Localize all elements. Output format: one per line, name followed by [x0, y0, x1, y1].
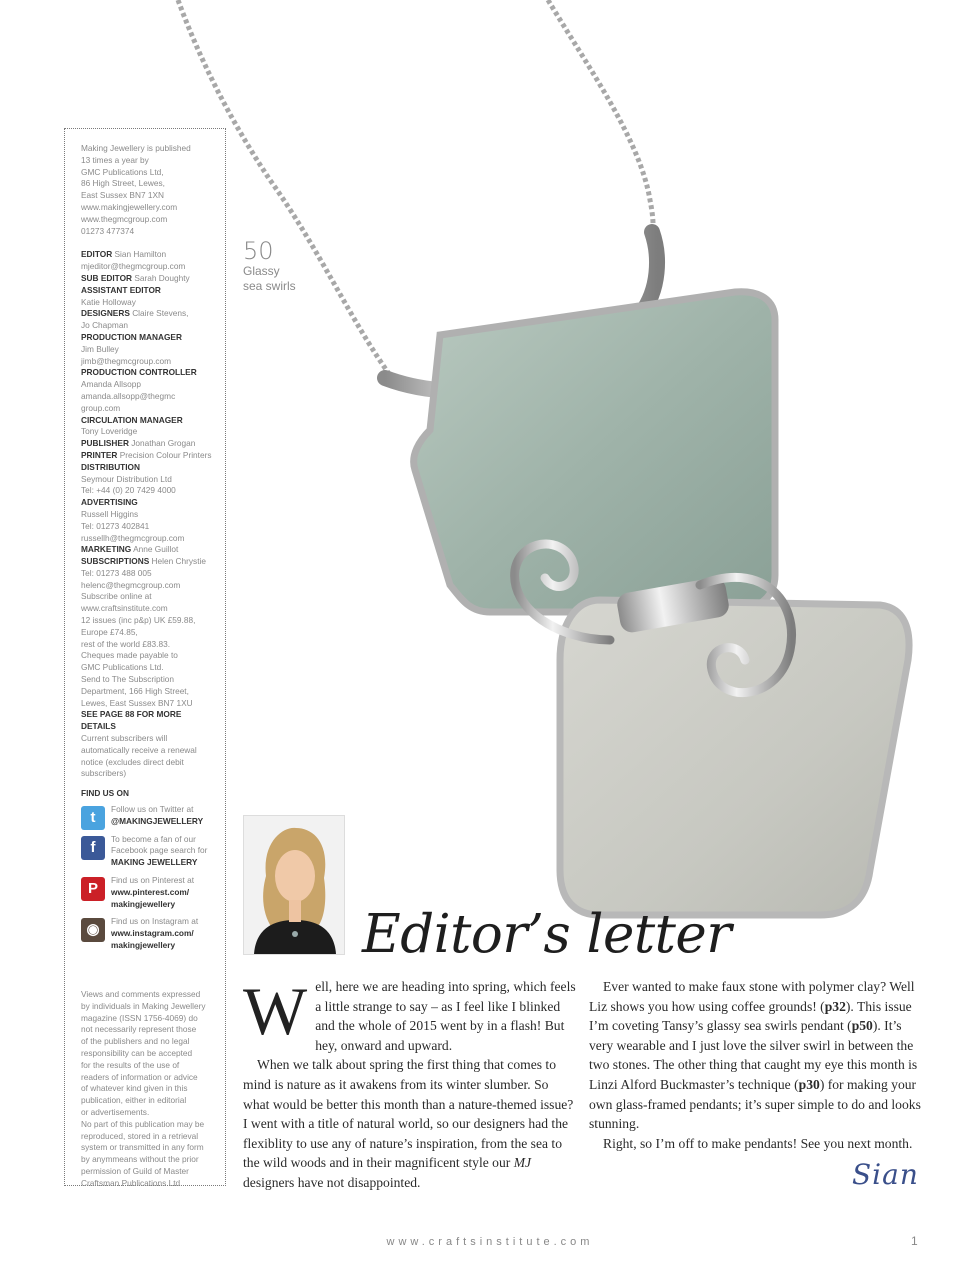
mj-italic: MJ [513, 1155, 532, 1171]
staff-role: SUBSCRIPTIONS [81, 556, 150, 567]
staff-name: subscribers) [81, 768, 127, 779]
disclaimer-line: by individuals in Making Jewellery [81, 1000, 206, 1011]
publisher-info-line: www.makingjewellery.com [81, 201, 178, 212]
staff-name: jimb@thegmcgroup.com [81, 355, 172, 366]
page-ref-p30[interactable]: p30 [798, 1076, 820, 1092]
staff-line [81, 580, 225, 592]
staff-list [81, 249, 225, 780]
page-ref-p50[interactable]: p50 [851, 1018, 873, 1034]
disclaimer-line: not necessarily represent those [81, 1024, 197, 1035]
teaser-caption-line2: sea swirls [243, 279, 296, 293]
staff-role: SUB EDITOR [81, 272, 133, 283]
staff-line [81, 497, 225, 509]
staff-role: ADVERTISING [81, 497, 138, 508]
staff-line [81, 768, 225, 780]
staff-role: ASSISTANT EDITOR [81, 284, 161, 295]
staff-line [81, 698, 225, 710]
disclaimer-line: or advertisements. [81, 1106, 150, 1117]
staff-line [81, 391, 225, 403]
staff-line [81, 249, 225, 261]
disclaimer-line: of whatever kind given in this [81, 1083, 188, 1094]
teaser-page-number: 50 [243, 237, 274, 265]
disclaimer-line: magazine (ISSN 1756-4069) do [81, 1012, 198, 1023]
staff-role: PRODUCTION CONTROLLER [81, 367, 197, 378]
social-twitter[interactable] [81, 804, 225, 828]
staff-line [81, 521, 225, 533]
paragraph-4: Right, so I’m off to make pendants! See you next month. [603, 1135, 913, 1151]
social-facebook[interactable] [81, 834, 225, 869]
disclaimer-line: of the publishers and no legal [81, 1036, 190, 1047]
paragraph-3: Ever wanted to make faux stone with polymer clay? Well Liz shows you how using coffee grounds! (p32). This issue I’m coveting Tansy’s glassy sea swirls pendant (p50). It’s very wearable and I just love the silver swirl in between the two stones. The other thing that caught my eye this month is Linzi Alford Buckmaster’s technique (p30) for making your own glass-framed pendants; it’s super simple to do and looks stunning. [589, 979, 921, 1132]
staff-role: DESIGNERS [81, 308, 130, 319]
staff-line [81, 438, 225, 450]
disclaimer-line: permission of Guild of Master [81, 1165, 189, 1176]
footer-url[interactable]: www.craftsinstitute.com [386, 1236, 594, 1248]
social-text: To become a fan of our [111, 833, 196, 844]
publisher-info-line: 86 High Street, Lewes, [81, 178, 165, 189]
staff-name: Katie Holloway [81, 296, 136, 307]
staff-role: PUBLISHER [81, 438, 129, 449]
staff-name: Amanda Allsopp [81, 379, 141, 390]
staff-line [81, 568, 225, 580]
disclaimer-line: by anymmeans without the prior [81, 1154, 199, 1165]
staff-name: Cheques made payable to [81, 650, 178, 661]
paragraph-2: When we talk about spring the first thing that comes to mind is nature as it awakens from its winter slumber. So what would be better this month than a nature-themed issue? I went with a title of natural world, so our designers had the flexiblity to use any of nature’s inspiration, from the sea to the wild woods and in their magnificent style our MJ designers have not disappointed. [243, 1057, 574, 1190]
editor-signature: Sian [852, 1158, 919, 1191]
staff-name: Jim Bulley [81, 343, 119, 354]
staff-line [81, 745, 225, 757]
instagram-icon: ◉ [81, 918, 105, 942]
staff-line [81, 462, 225, 474]
staff-line [81, 721, 225, 733]
staff-name: Tel: 01273 402841 [81, 520, 150, 531]
disclaimer-line: publication, either in editorial [81, 1095, 187, 1106]
staff-line [81, 615, 225, 627]
staff-name: automatically receive a renewal [81, 744, 197, 755]
social-text: makingjewellery [111, 898, 176, 909]
staff-line [81, 297, 225, 309]
pinterest-icon: P [81, 877, 105, 901]
staff-name: Precision Colour Printers [119, 449, 212, 460]
disclaimer-line: Craftsman Publications Ltd. [81, 1177, 183, 1188]
staff-line [81, 415, 225, 427]
staff-name: Tel: 01273 488 005 [81, 567, 152, 578]
staff-line [81, 332, 225, 344]
disclaimer-line: for the results of the use of [81, 1059, 180, 1070]
staff-line [81, 320, 225, 332]
disclaimer-line: system or transmitted in any form [81, 1142, 204, 1153]
disclaimer [81, 989, 215, 1190]
staff-line [81, 639, 225, 651]
staff-line [81, 533, 225, 545]
staff-name: Tony Loveridge [81, 426, 138, 437]
social-pinterest[interactable] [81, 875, 225, 910]
staff-line [81, 356, 225, 368]
staff-line [81, 627, 225, 639]
staff-name: Sarah Doughty [134, 272, 190, 283]
staff-name: rest of the world £83.83. [81, 638, 171, 649]
staff-name: Lewes, East Sussex BN7 1XU [81, 697, 193, 708]
disclaimer-line: readers of information or advice [81, 1071, 198, 1082]
staff-line [81, 344, 225, 356]
publisher-info-line: 13 times a year by [81, 154, 149, 165]
staff-name: Helen Chrystie [151, 556, 206, 567]
staff-name: russellh@thegmcgroup.com [81, 532, 185, 543]
staff-name: amanda.allsopp@thegmc [81, 390, 176, 401]
staff-line [81, 450, 225, 462]
staff-role: PRODUCTION MANAGER [81, 331, 182, 342]
publisher-info-line: East Sussex BN7 1XN [81, 190, 165, 201]
staff-line [81, 273, 225, 285]
staff-line [81, 426, 225, 438]
staff-name: GMC Publications Ltd. [81, 662, 164, 673]
staff-name: Jonathan Grogan [131, 438, 196, 449]
staff-line [81, 485, 225, 497]
social-text: MAKING JEWELLERY [111, 857, 198, 868]
issue-teaser[interactable] [243, 238, 296, 294]
social-text: Find us on Pinterest at [111, 875, 195, 886]
publisher-info-line: www.thegmcgroup.com [81, 213, 168, 224]
staff-name: Seymour Distribution Ltd [81, 473, 172, 484]
publisher-info-line: 01273 477374 [81, 225, 135, 236]
staff-name: Russell Higgins [81, 508, 139, 519]
drop-cap: W [243, 973, 308, 1049]
staff-line [81, 556, 225, 568]
social-text: www.pinterest.com/ [111, 886, 190, 897]
letter-column-2 [589, 977, 924, 1153]
social-instagram[interactable] [81, 916, 225, 951]
staff-role: MARKETING [81, 544, 132, 555]
facebook-icon: f [81, 836, 105, 860]
staff-name: Subscribe online at [81, 591, 152, 602]
disclaimer-line: Views and comments expressed [81, 989, 201, 999]
staff-line [81, 403, 225, 415]
staff-line [81, 603, 225, 615]
staff-name: Current subscribers will [81, 733, 168, 744]
find-us-heading: FIND US ON [81, 788, 129, 799]
staff-name: Send to The Subscription [81, 674, 175, 685]
staff-line [81, 591, 225, 603]
staff-line [81, 757, 225, 769]
staff-role: SEE PAGE 88 FOR MORE [81, 709, 182, 720]
staff-name: Sian Hamilton [114, 249, 167, 260]
staff-name: helenc@thegmcgroup.com [81, 579, 181, 590]
staff-name: Department, 166 High Street, [81, 685, 189, 696]
masthead-sidebar [64, 128, 226, 1186]
publisher-info [81, 143, 225, 237]
staff-line [81, 674, 225, 686]
staff-name: Jo Chapman [81, 320, 129, 331]
staff-line [81, 509, 225, 521]
staff-line [81, 650, 225, 662]
publisher-info-line: GMC Publications Ltd, [81, 166, 164, 177]
social-text: @MAKINGJEWELLERY [111, 815, 204, 826]
staff-line [81, 733, 225, 745]
staff-line [81, 544, 225, 556]
staff-line [81, 308, 225, 320]
social-list [81, 804, 225, 952]
staff-line [81, 379, 225, 391]
staff-name: 12 issues (inc p&p) UK £59.88, [81, 615, 196, 626]
paragraph-1: ell, here we are heading into spring, which feels a little strange to say – as I feel like I blinked and the whole of 2015 went by in a flash! But hey, onward and upward. [315, 979, 576, 1053]
social-text: Follow us on Twitter at [111, 804, 194, 815]
staff-role: DETAILS [81, 721, 116, 732]
disclaimer-line: responsibility can be accepted [81, 1047, 193, 1058]
staff-line [81, 261, 225, 273]
social-text: makingjewellery [111, 940, 176, 950]
staff-name: Claire Stevens, [132, 308, 189, 319]
staff-line [81, 686, 225, 698]
teaser-caption-line1: Glassy [243, 264, 280, 278]
staff-line [81, 474, 225, 486]
page-title: Editor’s letter [362, 904, 732, 965]
social-text: www.instagram.com/ [111, 928, 194, 939]
staff-name: Tel: +44 (0) 20 7429 4000 [81, 485, 176, 496]
editor-portrait [243, 815, 345, 955]
page-ref-p32[interactable]: p32 [824, 998, 846, 1014]
staff-role: EDITOR [81, 249, 113, 260]
staff-role: DISTRIBUTION [81, 461, 140, 472]
staff-name: mjeditor@thegmcgroup.com [81, 261, 186, 272]
social-text: Facebook page search for [111, 845, 208, 856]
staff-name: notice (excludes direct debit [81, 756, 184, 767]
staff-name: group.com [81, 402, 121, 413]
twitter-icon: t [81, 806, 105, 830]
staff-role: PRINTER [81, 449, 118, 460]
letter-column-1 [243, 973, 578, 1193]
staff-name: Anne Guillot [133, 544, 179, 555]
social-text: Find us on Instagram at [111, 916, 199, 927]
staff-role: CIRCULATION MANAGER [81, 414, 183, 425]
page-number: 1 [911, 1234, 918, 1248]
staff-name: Europe £74.85, [81, 626, 138, 637]
staff-line [81, 367, 225, 379]
staff-line [81, 662, 225, 674]
disclaimer-line: reproduced, stored in a retrieval [81, 1130, 199, 1141]
staff-name: www.craftsinstitute.com [81, 603, 168, 614]
staff-line [81, 709, 225, 721]
staff-line [81, 285, 225, 297]
publisher-info-line: Making Jewellery is published [81, 143, 191, 153]
disclaimer-line: No part of this publication may be [81, 1118, 205, 1129]
